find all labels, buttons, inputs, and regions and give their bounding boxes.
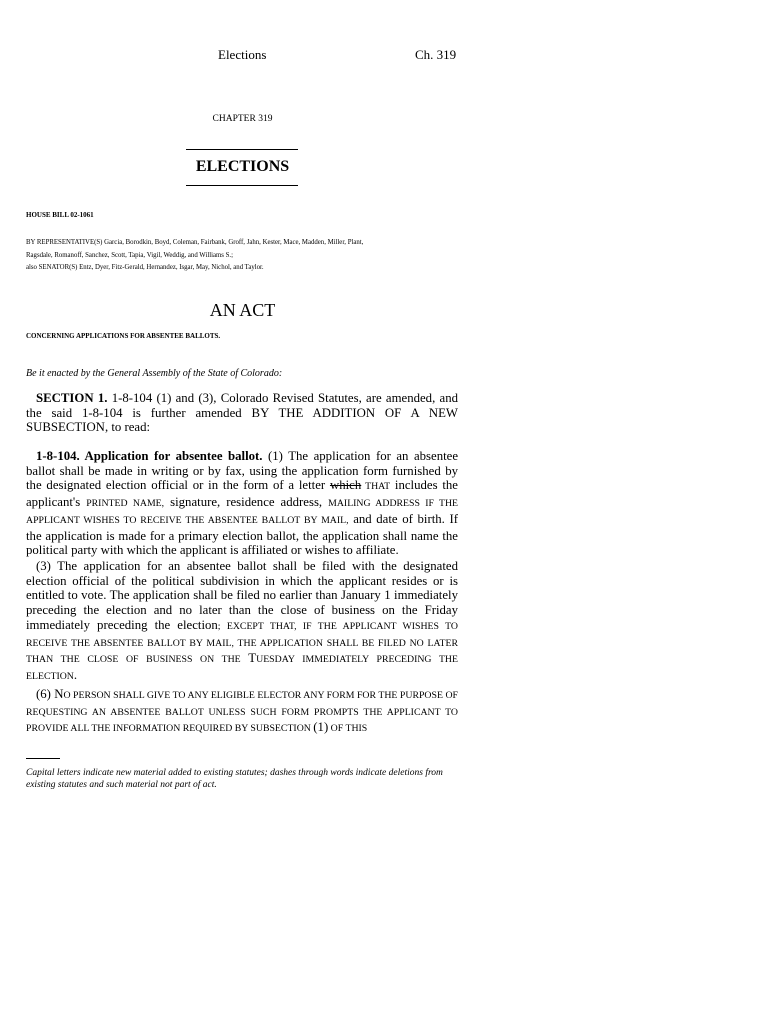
running-header-title: Elections [218,47,267,62]
chapter-label: CHAPTER 319 [212,114,273,124]
sponsors-line: also SENATOR(S) Entz, Dyer, Fitz-Gerald, Hernandez, Isgar, May, Nichol, and Taylor. [26,264,264,272]
added-text: UESDAY IMMEDIATELY PRECEDING THE ELECTION [26,654,458,682]
sponsors-block [26,237,462,275]
title-rule-bottom [186,185,298,186]
added-text: MAILING ADDRESS IF THE APPLICANT WISHES TO RECEIVE THE ABSENTEE BALLOT BY MAIL, [26,498,459,526]
subsection-6-paragraph: (6) NO PERSON SHALL GIVE TO ANY ELIGIBLE ELECTOR ANY FORM FOR THE PURPOSE OF REQUESTING AN ABSENTEE BALLOT UNLESS SUCH FORM PROMPTS THE APPLICANT TO PROVIDE ALL THE INFORMATION REQUIRED BY SUBSECTION (1) OF THIS [26,687,458,735]
an-act-heading: AN ACT [209,300,276,320]
added-text: ; EXCEPT THAT, IF THE APPLICANT WISHES TO RECEIVE THE ABSENTEE BALLOT BY MAIL, THE APPLICATION SHALL BE FILED NO LATER THAN THE CLOSE OF BUSINESS ON THE [26,620,458,666]
page-title: ELECTIONS [195,158,290,175]
added-text: O PERSON SHALL GIVE TO ANY ELIGIBLE ELECTOR ANY FORM FOR THE PURPOSE OF REQUESTING AN ABSENTEE BALLOT UNLESS SUCH FORM PROMPTS THE APPLICANT TO PROVIDE ALL THE INFORMATION REQUIRED BY SUBSECTION [26,690,458,735]
added-text: OF THIS [328,723,368,735]
sponsors-line: Ragsdale, Romanoff, Sanchez, Scott, Tapia, Vigil, Weddig, and Williams S.; [26,251,234,259]
subsection-3-paragraph: (3) The application for an absentee ballot shall be filed with the designated election official of the political subdivision in which the applicant resides or is entitled to vote. The application shall be filed no earlier than January 1 immediately preceding the election and no later than the close of business on the Friday immediately preceding the election; EXCEPT THAT, IF THE APPLICANT WISHES TO RECEIVE THE ABSENTEE BALLOT BY MAIL, THE APPLICATION SHALL BE FILED NO LATER THAN THE CLOSE OF BUSINESS ON THE TUESDAY IMMEDIATELY PRECEDING THE ELECTION. [26,559,458,682]
section-heading: SECTION 1. [36,391,108,405]
footnote: Capital letters indicate new material added to existing statutes; dashes through words indicate deletions from existing statutes and such material not part of act. [26,768,443,790]
title-rule-top [186,149,298,150]
statute-heading: 1-8-104. Application for absentee ballot. [36,449,263,463]
added-text: PRINTED NAME, [86,498,165,510]
footnote-rule [26,758,60,759]
subsection-1-paragraph: 1-8-104. Application for absentee ballot. (1) The application for an absentee ballot shall be made in writing or by fax, using the application form furnished by the designated election official or in the form of a letter which THAT includes the applicant's PRINTED NAME, signature, residence address, MAILING ADDRESS IF THE APPLICANT WISHES TO RECEIVE THE ABSENTEE BALLOT BY MAIL, and date of birth. If the application is made for a primary election ballot, the application shall name the political party with which the applicant is affiliated or wishes to affiliate. [26,449,459,558]
enacting-clause: Be it enacted by the General Assembly of the State of Colorado: [26,368,283,379]
running-header-chapter: Ch. 319 [415,47,457,62]
section-1-paragraph: SECTION 1. 1-8-104 (1) and (3), Colorado Revised Statutes, are amended, and the said 1-8-104 is further amended BY THE ADDITION OF A NEW SUBSECTION, to read: [26,391,458,435]
bill-number: HOUSE BILL 02-1061 [26,211,94,219]
added-text: THAT [361,481,391,493]
sponsors-line: BY REPRESENTATIVE(S) Garcia, Borodkin, Boyd, Coleman, Fairbank, Groff, Jahn, Kester, Mace, Madden, Miller, Plant, [26,239,364,246]
deleted-text: which [329,478,362,493]
concerning-clause: CONCERNING APPLICATIONS FOR ABSENTEE BALLOTS. [26,332,221,340]
